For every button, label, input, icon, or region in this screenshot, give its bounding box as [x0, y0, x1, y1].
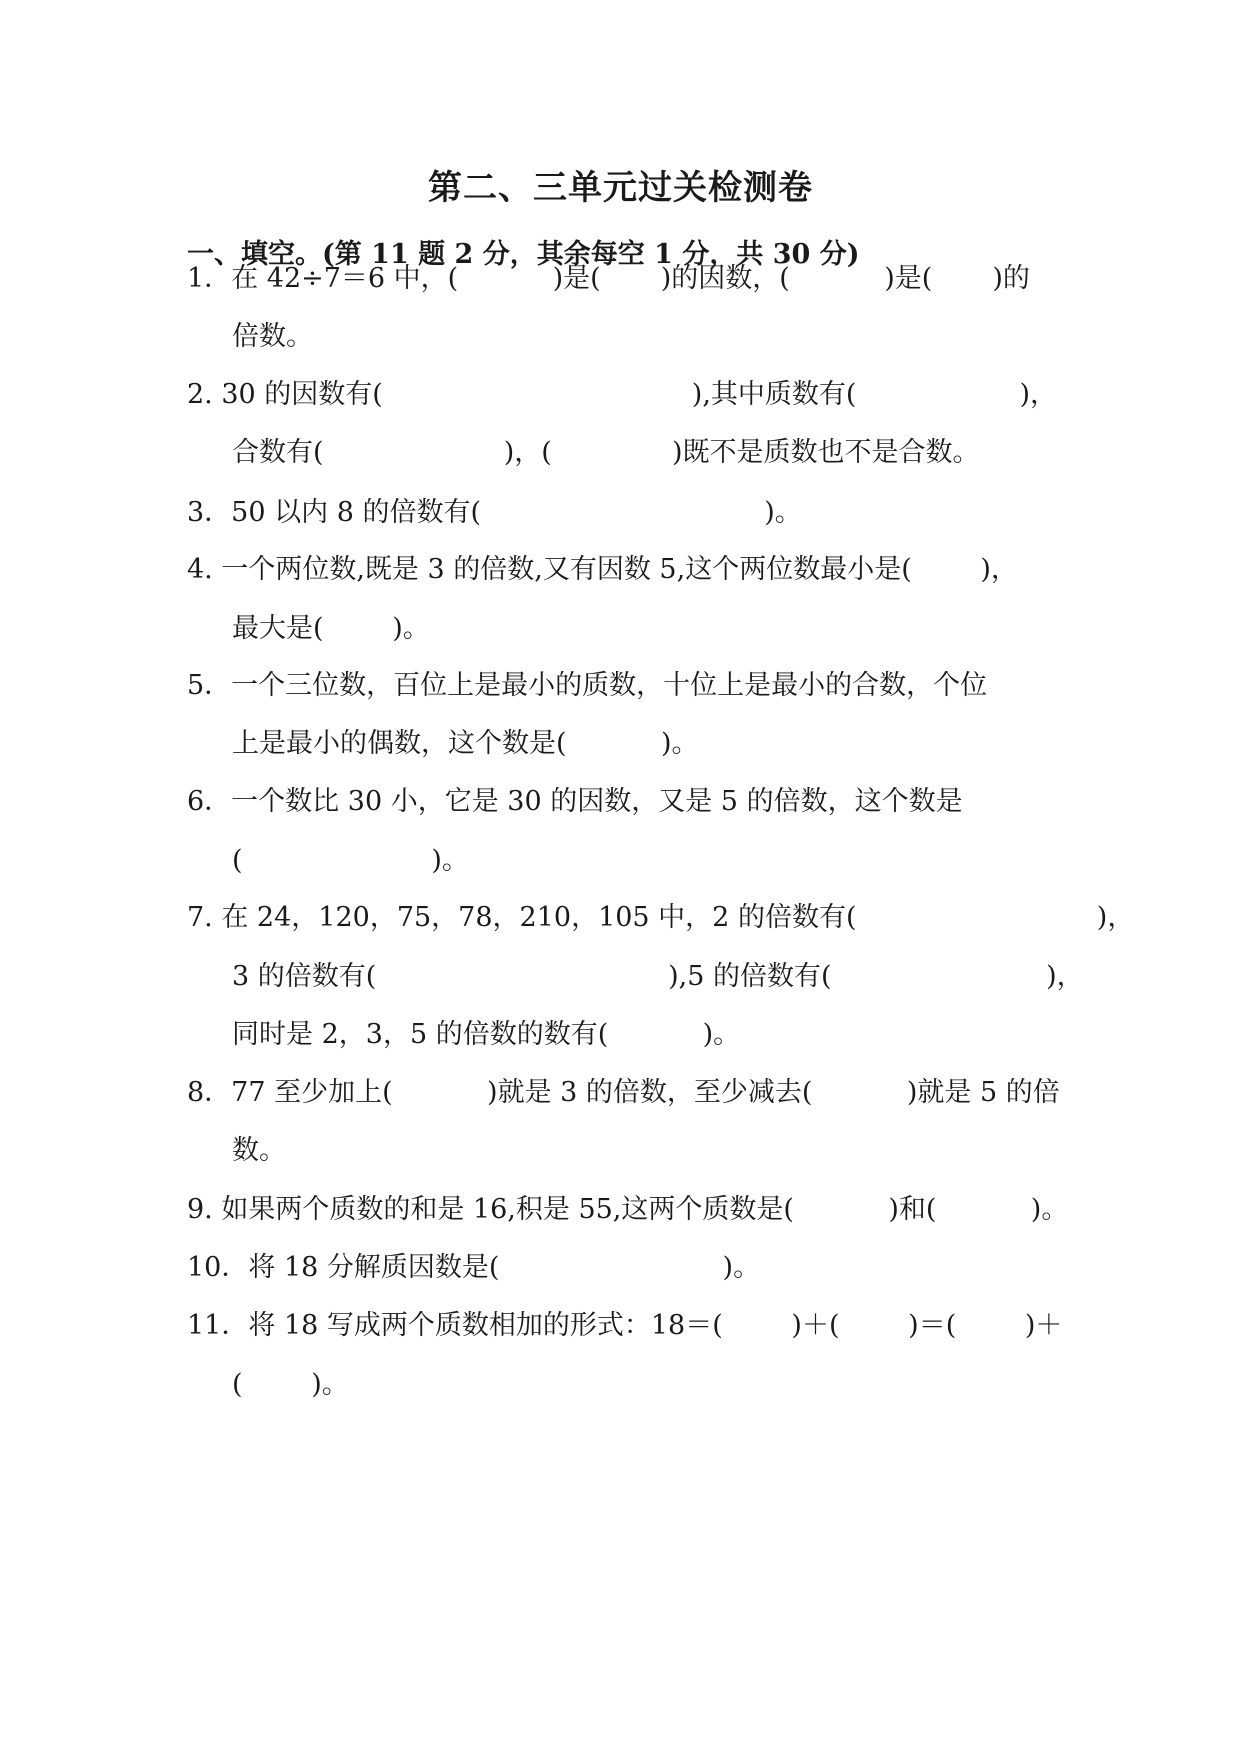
question-5-line-1: 5．一个三位数，百位上是最小的质数，十位上是最小的合数，个位: [187, 670, 988, 701]
question-11-line-1: 11．将 18 写成两个质数相加的形式：18＝( )＋( )＝( )＋: [187, 1310, 1063, 1341]
question-7-line-3: 同时是 2，3，5 的倍数的数有( )。: [232, 1019, 741, 1050]
page-title: 第二、三单元过关检测卷: [428, 168, 813, 208]
question-3-line-1: 3．50 以内 8 的倍数有( )。: [187, 497, 802, 528]
question-9-line-1: 9. 如果两个质数的和是 16,积是 55,这两个质数是( )和( )。: [187, 1194, 1069, 1225]
question-4-line-1: 4. 一个两位数,既是 3 的倍数,又有因数 5,这个两位数最小是( )，: [187, 554, 1018, 585]
question-4-line-2: 最大是( )。: [232, 613, 430, 644]
question-8-line-1: 8．77 至少加上( )就是 3 的倍数，至少减去( )就是 5 的倍: [187, 1077, 1060, 1108]
question-5-line-2: 上是最小的偶数，这个数是( )。: [232, 728, 699, 759]
question-7-line-2: 3 的倍数有( ),5 的倍数有( )，: [232, 961, 1084, 992]
question-10-line-1: 10．将 18 分解质因数是( )。: [187, 1252, 761, 1283]
question-2-line-1: 2. 30 的因数有( ),其中质数有( )，: [187, 379, 1058, 410]
question-11-line-2: ( )。: [232, 1369, 349, 1400]
question-1-line-1: 1．在 42÷7＝6 中，( )是( )的因数，( )是( )的: [187, 263, 1030, 294]
question-7-line-1: 7. 在 24，120，75，78，210，105 中，2 的倍数有( )，: [187, 902, 1135, 933]
question-8-line-2: 数。: [232, 1135, 286, 1166]
section-heading: 一、填空。(第 11 题 2 分，其余每空 1 分，共 30 分): [187, 239, 860, 270]
question-2-line-2: 合数有( )，( )既不是质数也不是合数。: [232, 437, 980, 468]
question-6-line-2: ( )。: [232, 845, 469, 876]
question-6-line-1: 6．一个数比 30 小，它是 30 的因数，又是 5 的倍数，这个数是: [187, 786, 963, 817]
question-1-line-2: 倍数。: [232, 321, 313, 352]
